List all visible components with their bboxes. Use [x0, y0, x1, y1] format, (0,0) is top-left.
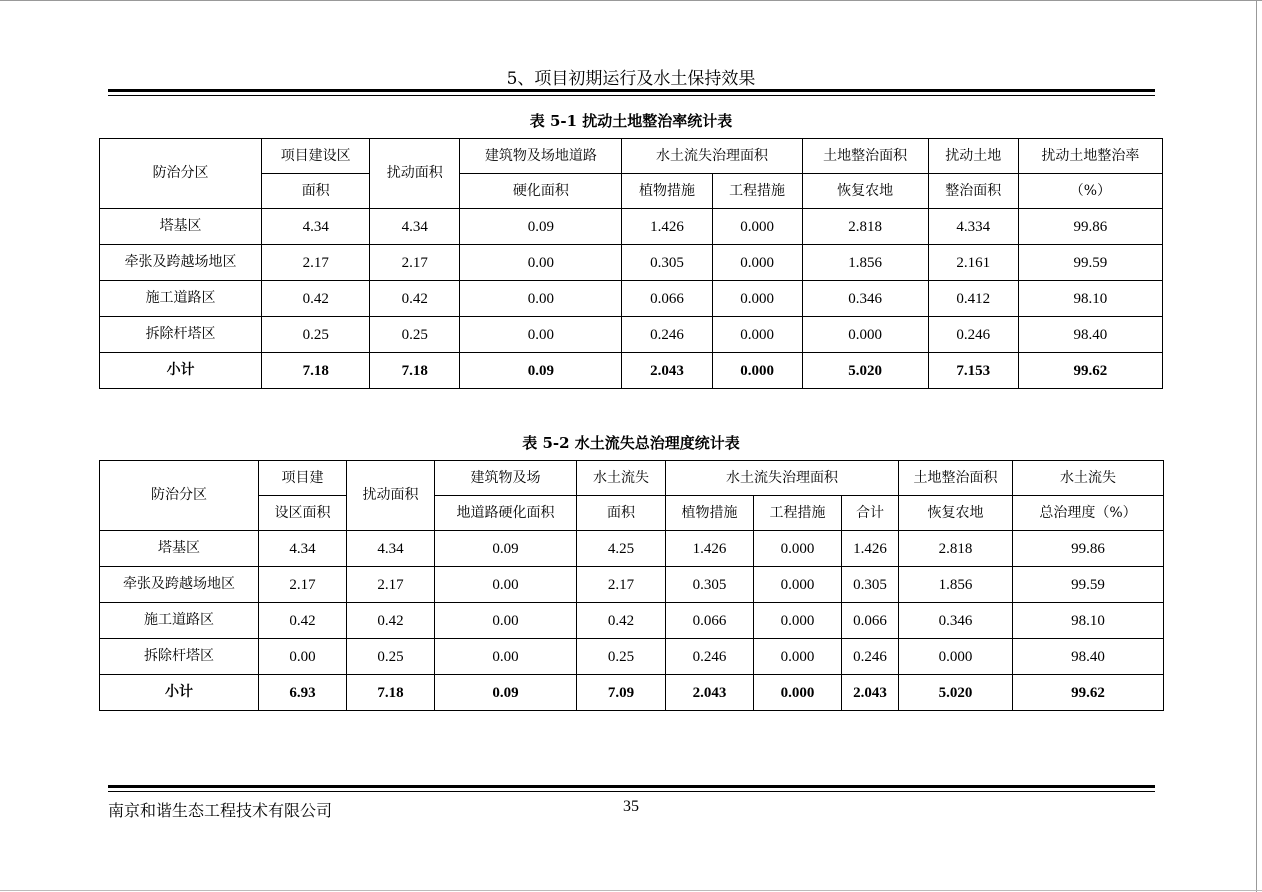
value-cell: 2.161 [928, 245, 1018, 281]
value-cell: 4.334 [928, 209, 1018, 245]
table1-header-row-1 [100, 139, 1163, 174]
zone-cell: 塔基区 [100, 209, 262, 245]
value-cell: 0.246 [928, 317, 1018, 353]
col-disturbed-area-header: 扰动面积 [347, 461, 435, 531]
total-cell: 7.18 [262, 353, 370, 389]
total-cell: 2.043 [622, 353, 712, 389]
total-cell: 2.043 [666, 675, 754, 711]
value-cell: 2.17 [577, 567, 666, 603]
table-row [100, 245, 1163, 281]
total-cell: 7.18 [370, 353, 460, 389]
total-cell: 5.020 [899, 675, 1013, 711]
value-cell: 0.00 [460, 245, 622, 281]
zone-cell: 施工道路区 [100, 281, 262, 317]
value-cell: 0.09 [435, 531, 577, 567]
total-cell: 2.043 [842, 675, 899, 711]
table1-caption: 表 5-1 扰动土地整治率统计表 [529, 112, 733, 130]
value-cell: 0.412 [928, 281, 1018, 317]
value-cell: 0.00 [435, 639, 577, 675]
table-row [100, 209, 1163, 245]
total-cell: 0.000 [712, 353, 802, 389]
value-cell: 2.17 [259, 567, 347, 603]
col-building-road-header-1: 建筑物及场地道路 [460, 139, 622, 174]
table-row [100, 639, 1164, 675]
value-cell: 0.246 [622, 317, 712, 353]
total-cell: 0.09 [460, 353, 622, 389]
value-cell: 0.00 [460, 317, 622, 353]
value-cell: 0.305 [666, 567, 754, 603]
zone-cell: 拆除杆塔区 [100, 317, 262, 353]
total-label: 小计 [100, 353, 262, 389]
page-frame-bottom [0, 890, 1262, 891]
value-cell: 0.000 [754, 639, 842, 675]
value-cell: 0.000 [899, 639, 1013, 675]
value-cell: 0.000 [712, 245, 802, 281]
col-erosion-treatment-header: 水土流失治理面积 [666, 461, 899, 496]
page-frame-top [0, 0, 1262, 1]
table-row [100, 531, 1164, 567]
value-cell: 1.856 [802, 245, 928, 281]
col-rate-header-1: 扰动土地整治率 [1018, 139, 1162, 174]
table2-erosion-control-degree [99, 460, 1164, 711]
value-cell: 0.305 [842, 567, 899, 603]
value-cell: 0.066 [666, 603, 754, 639]
value-cell: 2.818 [899, 531, 1013, 567]
table-row [100, 281, 1163, 317]
col-restore-farmland-header: 恢复农地 [802, 174, 928, 209]
value-cell: 98.10 [1013, 603, 1164, 639]
total-cell: 0.09 [435, 675, 577, 711]
value-cell: 4.34 [347, 531, 435, 567]
value-cell: 0.246 [842, 639, 899, 675]
col-land-remediation-header: 土地整治面积 [802, 139, 928, 174]
value-cell: 98.40 [1013, 639, 1164, 675]
col-disturbed-land-header-1: 扰动土地 [928, 139, 1018, 174]
col-zone-header: 防治分区 [100, 461, 259, 531]
value-cell: 0.25 [347, 639, 435, 675]
col-engineering-measures-header: 工程措施 [712, 174, 802, 209]
col-land-remediation-header: 土地整治面积 [899, 461, 1013, 496]
value-cell: 2.17 [370, 245, 460, 281]
zone-cell: 牵张及跨越场地区 [100, 567, 259, 603]
col-plant-measures-header: 植物措施 [622, 174, 712, 209]
value-cell: 0.42 [262, 281, 370, 317]
total-label: 小计 [100, 675, 259, 711]
col-subtotal-header: 合计 [842, 496, 899, 531]
col-plant-measures-header: 植物措施 [666, 496, 754, 531]
value-cell: 0.066 [622, 281, 712, 317]
value-cell: 98.40 [1018, 317, 1162, 353]
col-construction-area-header-1: 项目建设区 [262, 139, 370, 174]
value-cell: 0.25 [370, 317, 460, 353]
col-erosion-area-header-2: 面积 [577, 496, 666, 531]
value-cell: 1.426 [842, 531, 899, 567]
value-cell: 4.34 [259, 531, 347, 567]
value-cell: 0.000 [754, 567, 842, 603]
value-cell: 0.42 [259, 603, 347, 639]
value-cell: 4.25 [577, 531, 666, 567]
table-row [100, 603, 1164, 639]
table2-header-row-1 [100, 461, 1164, 496]
header-rule-thick [108, 89, 1155, 92]
total-cell: 0.000 [754, 675, 842, 711]
col-construction-area-header-1: 项目建 [259, 461, 347, 496]
value-cell: 1.426 [622, 209, 712, 245]
zone-cell: 塔基区 [100, 531, 259, 567]
value-cell: 0.305 [622, 245, 712, 281]
value-cell: 2.17 [347, 567, 435, 603]
value-cell: 98.10 [1018, 281, 1162, 317]
value-cell: 99.59 [1013, 567, 1164, 603]
col-building-road-header-2: 硬化面积 [460, 174, 622, 209]
chapter-header: 5、项目初期运行及水土保持效果 [506, 69, 756, 89]
page-number: 35 [623, 798, 639, 815]
value-cell: 0.246 [666, 639, 754, 675]
col-engineering-measures-header: 工程措施 [754, 496, 842, 531]
header-rule-thin [108, 95, 1155, 96]
col-degree-header-1: 水土流失 [1013, 461, 1164, 496]
total-cell: 99.62 [1013, 675, 1164, 711]
value-cell: 0.42 [577, 603, 666, 639]
table2-caption: 表 5-2 水土流失总治理度统计表 [522, 434, 740, 452]
col-building-road-header-1: 建筑物及场 [435, 461, 577, 496]
table-total-row [100, 675, 1164, 711]
table2-header-row-2 [100, 496, 1164, 531]
col-erosion-area-header-1: 水土流失 [577, 461, 666, 496]
value-cell: 0.25 [262, 317, 370, 353]
value-cell: 99.59 [1018, 245, 1162, 281]
value-cell: 4.34 [262, 209, 370, 245]
footer-rule-thin [108, 791, 1155, 792]
value-cell: 0.00 [435, 603, 577, 639]
value-cell: 0.42 [347, 603, 435, 639]
col-construction-area-header-2: 设区面积 [259, 496, 347, 531]
value-cell: 0.000 [712, 281, 802, 317]
value-cell: 1.856 [899, 567, 1013, 603]
value-cell: 2.818 [802, 209, 928, 245]
value-cell: 0.000 [802, 317, 928, 353]
value-cell: 99.86 [1013, 531, 1164, 567]
col-building-road-header-2: 地道路硬化面积 [435, 496, 577, 531]
col-rate-header-2: （%） [1018, 174, 1162, 209]
footer-rule-thick [108, 785, 1155, 788]
value-cell: 0.000 [754, 531, 842, 567]
col-erosion-treatment-header: 水土流失治理面积 [622, 139, 802, 174]
value-cell: 0.00 [460, 281, 622, 317]
zone-cell: 施工道路区 [100, 603, 259, 639]
zone-cell: 牵张及跨越场地区 [100, 245, 262, 281]
table-total-row [100, 353, 1163, 389]
table-row [100, 567, 1164, 603]
col-disturbed-area-header: 扰动面积 [370, 139, 460, 209]
value-cell: 1.426 [666, 531, 754, 567]
value-cell: 0.00 [259, 639, 347, 675]
total-cell: 99.62 [1018, 353, 1162, 389]
total-cell: 6.93 [259, 675, 347, 711]
total-cell: 7.09 [577, 675, 666, 711]
value-cell: 0.09 [460, 209, 622, 245]
value-cell: 2.17 [262, 245, 370, 281]
zone-cell: 拆除杆塔区 [100, 639, 259, 675]
value-cell: 0.346 [899, 603, 1013, 639]
table1-disturbed-land-rate [99, 138, 1163, 389]
value-cell: 99.86 [1018, 209, 1162, 245]
footer-company: 南京和谐生态工程技术有限公司 [108, 801, 333, 820]
col-restore-farmland-header: 恢复农地 [899, 496, 1013, 531]
total-cell: 7.18 [347, 675, 435, 711]
total-cell: 7.153 [928, 353, 1018, 389]
col-degree-header-2: 总治理度（%） [1013, 496, 1164, 531]
value-cell: 0.000 [712, 317, 802, 353]
col-disturbed-land-header-2: 整治面积 [928, 174, 1018, 209]
value-cell: 0.25 [577, 639, 666, 675]
value-cell: 0.00 [435, 567, 577, 603]
value-cell: 0.42 [370, 281, 460, 317]
col-construction-area-header-2: 面积 [262, 174, 370, 209]
total-cell: 5.020 [802, 353, 928, 389]
value-cell: 0.066 [842, 603, 899, 639]
value-cell: 0.346 [802, 281, 928, 317]
table-row [100, 317, 1163, 353]
col-zone-header: 防治分区 [100, 139, 262, 209]
value-cell: 0.000 [754, 603, 842, 639]
value-cell: 4.34 [370, 209, 460, 245]
value-cell: 0.000 [712, 209, 802, 245]
